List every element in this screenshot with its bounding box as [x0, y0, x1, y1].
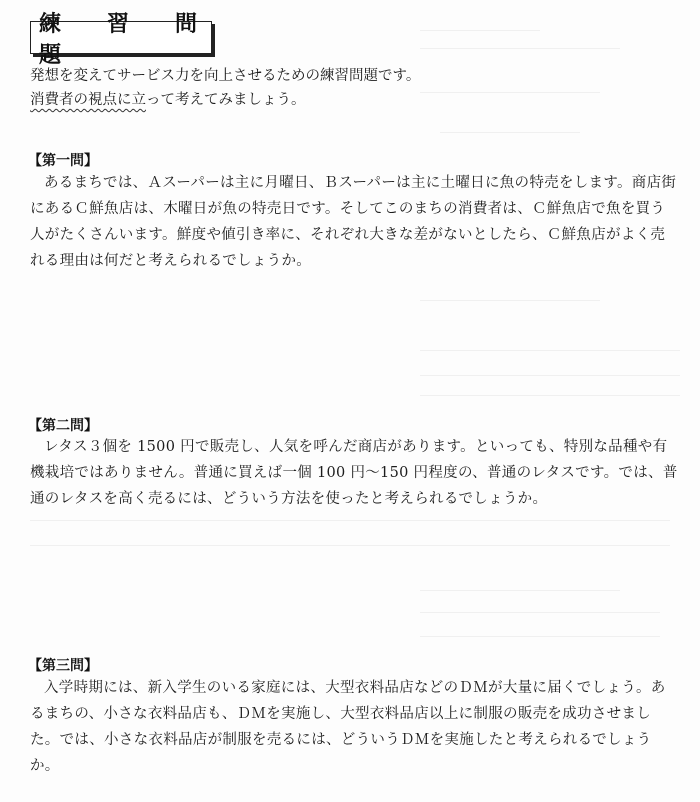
bleed-through-line — [440, 132, 580, 133]
bleed-through-line — [420, 92, 600, 93]
bleed-through-line — [30, 520, 670, 521]
bleed-through-line — [420, 375, 680, 376]
title-box — [30, 11, 244, 68]
question-3-body: 入学時期には、新入学生のいる家庭には、大型衣料品店などのＤＭが大量に届くでしょう。あるまちの、小さな衣料品店も、ＤＭを実施し、大型衣料品店以上に制服の販売を成功させました。では、小さな衣料品店が制服を売るには、どういうＤＭを実施したと考えられるでしょうか。 — [30, 680, 666, 774]
intro-line-2 — [30, 88, 306, 112]
bleed-through-line — [420, 350, 680, 351]
bleed-through-line — [420, 612, 660, 613]
question-1-heading: 【第一問】 — [28, 153, 98, 169]
bleed-through-line — [420, 48, 620, 49]
question-2-heading: 【第二問】 — [28, 418, 98, 434]
question-1-body: あるまちでは、Ａスーパーは主に月曜日、Ｂスーパーは主に土曜日に魚の特売をします。商店街にあるＣ鮮魚店は、木曜日が魚の特売日です。そしてこのまちの消費者は、Ｃ鮮魚店で魚を買う人がたくさんいます。鮮度や値引き率に、それぞれ大きな差がないとしたら、Ｃ鮮魚店がよく売れる理由は何だと考えられるでしょうか。 — [30, 175, 677, 269]
bleed-through-line — [30, 545, 670, 546]
bleed-through-line — [420, 300, 600, 301]
intro-line-1: 発想を変えてサービス力を向上させるための練習問題です。 — [30, 68, 421, 84]
intro-underlined-text: 消費者の視点に立 — [30, 92, 146, 108]
bleed-through-line — [420, 590, 620, 591]
bleed-through-line — [420, 395, 680, 396]
intro-rest-text: って考えてみましょう。 — [146, 92, 306, 108]
page-title: 練 習 問 題 — [39, 11, 244, 68]
question-2-body: レタス３個を 1500 円で販売し、人気を呼んだ商店があります。といっても、特別な品種や有機栽培ではありません。普通に買えば一個 100 円～150 円程度の、普通のレタスです。では、普通のレタスを高く売るには、どういう方法を使ったと考えられるでしょうか。 — [30, 439, 678, 507]
bleed-through-line — [420, 30, 540, 31]
question-3-heading: 【第三問】 — [28, 658, 98, 674]
bleed-through-line — [420, 636, 660, 637]
